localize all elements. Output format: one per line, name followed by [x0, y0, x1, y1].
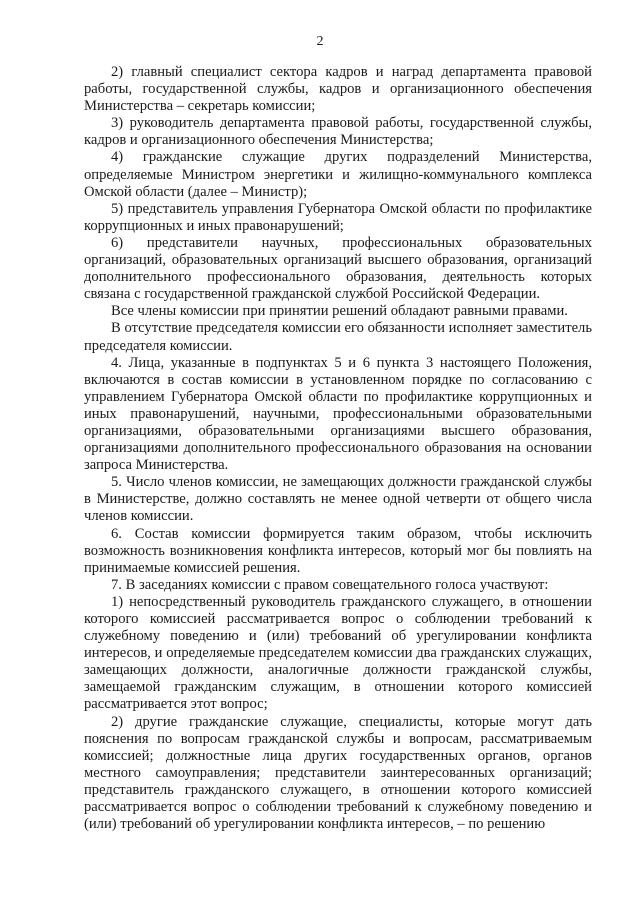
- paragraph-section-4: 4. Лица, указанные в подпунктах 5 и 6 пункта 3 настоящего Положения, включаются в состав комиссии в установленном порядке по согласованию с управлением Губернатора Омской области по профилактике коррупционных и иных правонарушений, научными, профессиональными образовательными организациями, образовательными организациями высшего образования, организациями дополнительного профессионального образования на основании запроса Министерства.: [84, 354, 592, 474]
- paragraph-section-7: 7. В заседаниях комиссии с правом совещательного голоса участвуют:: [111, 576, 549, 593]
- paragraph-item-3: 3) руководитель департамента правовой работы, государственной службы, кадров и организационного обеспечения Министерства;: [84, 115, 592, 149]
- paragraph-section-7-item-1: 1) непосредственный руководитель гражданского служащего, в отношении которого комиссией рассматривается вопрос о соблюдении требований к служебному поведению и (или) требований об урегулировании конфликта интересов, и определяемые председателем комиссии два гражданских служащих, замещающих должности, аналогичные должности гражданской службы, замещаемой гражданским служащим, в отношении которого комиссией рассматривается этот вопрос;: [84, 593, 592, 713]
- paragraph-chair-absence: В отсутствие председателя комиссии его обязанности исполняет заместитель председателя комиссии.: [84, 320, 592, 354]
- paragraph-item-5: 5) представитель управления Губернатора Омской области по профилактике коррупционных и иных правонарушений;: [84, 200, 592, 234]
- paragraph-item-2: 2) главный специалист сектора кадров и наград департамента правовой работы, государственной службы, кадров и организационного обеспечения Министерства – секретарь комиссии;: [84, 64, 592, 115]
- paragraph-section-7-item-2: 2) другие гражданские служащие, специалисты, которые могут дать пояснения по вопросам гражданской службы и вопросам, рассматриваемым комиссией; должностные лица других государственных органов, органов местного самоуправления; представители заинтересованных организаций; представитель гражданского служащего, в отношении которого комиссией рассматривается вопрос о соблюдении требований к служебному поведению и (или) требований об урегулировании конфликта интересов, – по решению: [84, 713, 592, 833]
- page-number: 2: [316, 34, 324, 49]
- paragraph-item-4: 4) гражданские служащие других подразделений Министерства, определяемые Министром энергетики и жилищно-коммунального комплекса Омской области (далее – Министр);: [84, 149, 592, 200]
- document-body: [84, 64, 592, 833]
- paragraph-section-5: 5. Число членов комиссии, не замещающих должности гражданской службы в Министерстве, должно составлять не менее одной четверти от общего числа членов комиссии.: [84, 474, 592, 525]
- paragraph-item-6: 6) представители научных, профессиональных образовательных организаций, образовательных организаций высшего образования, организаций дополнительного профессионального образования, деятельность которых связана с государственной гражданской службой Российской Федерации.: [84, 234, 592, 303]
- paragraph-section-6: 6. Состав комиссии формируется таким образом, чтобы исключить возможность возникновения конфликта интересов, который мог бы повлиять на принимаемые комиссией решения.: [84, 525, 592, 576]
- paragraph-equal-rights: Все члены комиссии при принятии решений обладают равными правами.: [111, 303, 568, 320]
